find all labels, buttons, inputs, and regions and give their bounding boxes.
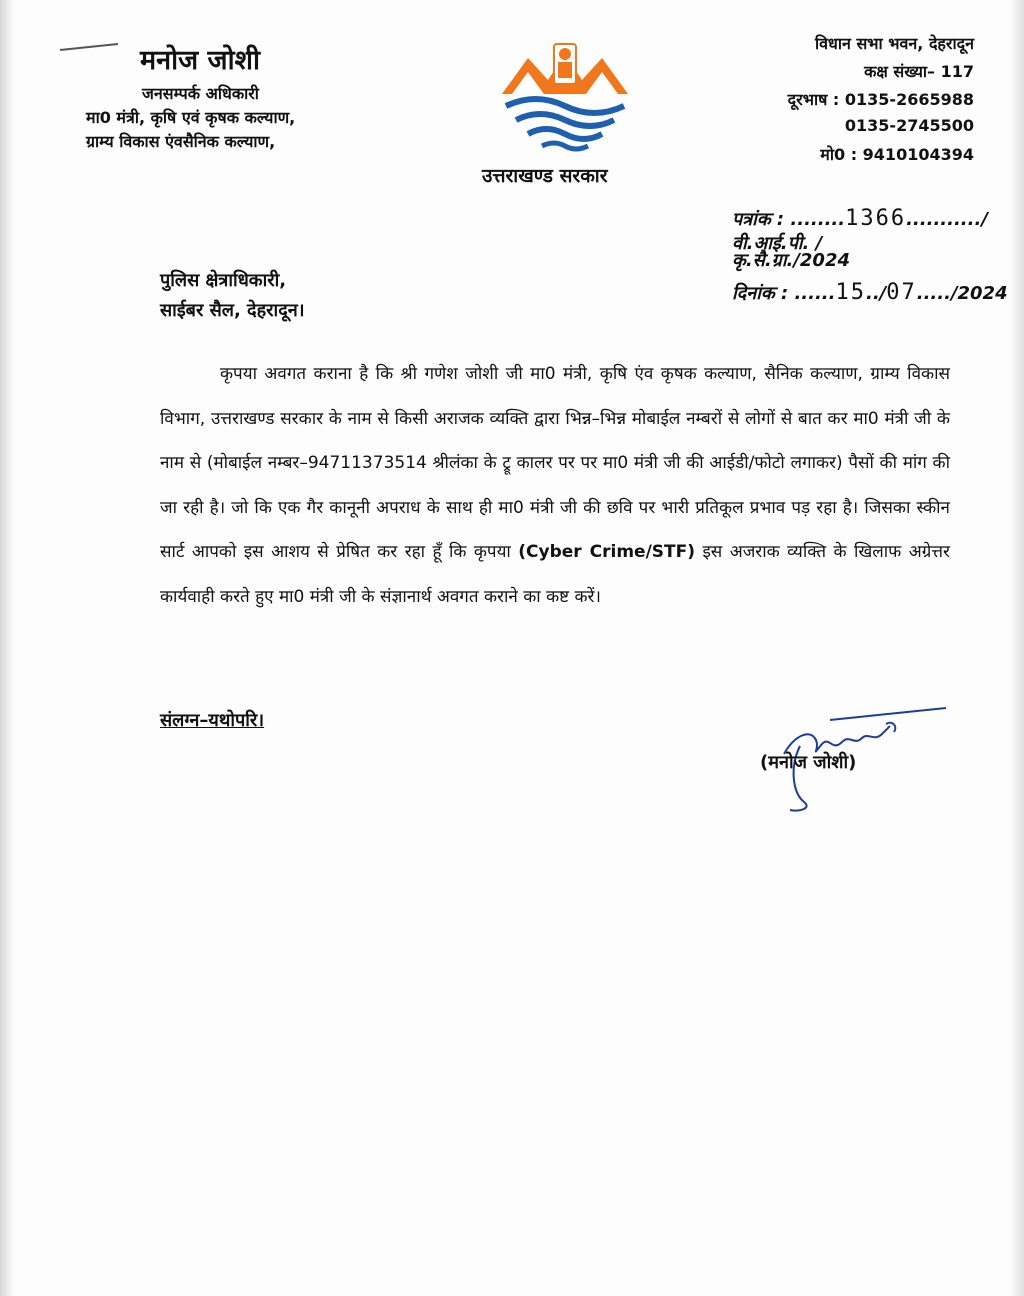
patrank-number: 1366 — [845, 206, 907, 231]
signatory-name: (मनोज जोशी) — [760, 752, 857, 773]
recipient-line2: साईबर सैल, देहरादून। — [160, 300, 305, 321]
page-edge-shadow-right — [1010, 0, 1024, 1296]
body-part1: कृपया अवगत कराना है कि श्री गणेश जोशी जी मा0 मंत्री, कृषि एंव कृषक कल्याण, सैनिक कल्याण, ग्राम्य विकास विभाग, उत्तराखण्ड सरकार के नाम से किसी अराजक व्यक्ति द्वारा भिन्न–भिन्न मोबाईल नम्बरों से लोगों से बात कर मा0 मंत्री जी के नाम से (मोबाईल नम्बर–94711373514 श्रीलंका के ट्रू कालर पर पर मा0 मंत्री जी की आईडी/फोटो लगाकर) पैसों की मांग की जा रही है। जो कि एक गैर कानूनी अपराध के साथ ही मा0 मंत्री जी की छवि पर भारी प्रतिकूल प्रभाव पड़ रहा है। जिसका स्कीन सार्ट आपको इस आशय से प्रेषित कर रहा हूँ कि कृपया — [160, 364, 950, 562]
sender-designation: जनसम्पर्क अधिकारी — [142, 84, 259, 103]
patrank-suffix: /वी.आई.पी. / — [732, 209, 988, 254]
pen-stroke-mark — [58, 42, 122, 52]
recipient-line1: पुलिस क्षेत्राधिकारी, — [160, 270, 287, 291]
page-edge-shadow-left — [0, 0, 14, 1296]
address-mobile: मो0 : 9410104394 — [820, 145, 974, 164]
address-phone2: 0135-2745500 — [844, 116, 974, 135]
enclosure-note: संलग्न–यथोपरि। — [160, 710, 265, 731]
date-year: /2024 — [950, 283, 1008, 304]
letter-date: दिनांक : ......15../07...../2024 — [732, 280, 1008, 305]
reference-number: पत्रांक : ........1366.........../वी.आई.पी. / — [732, 206, 988, 254]
body-part2: इस अजराक व्यक्ति के खिलाफ अग्रेत्तर कार्यवाही करते हुए मा0 मंत्री जी के संज्ञानार्थ अवगत कराने का कष्ट करें। — [160, 542, 950, 607]
date-month: 07 — [886, 280, 917, 305]
date-day: 15 — [835, 280, 866, 305]
department-code: कृ.सै.ग्रा./2024 — [732, 250, 850, 271]
body-highlight: (Cyber Crime/STF) — [518, 542, 695, 562]
sender-office-line1: मा0 मंत्री, कृषि एवं कृषक कल्याण, — [86, 108, 296, 127]
address-line: विधान सभा भवन, देहरादून — [815, 34, 974, 53]
government-caption: उत्तराखण्ड सरकार — [482, 165, 608, 187]
letter-body — [160, 352, 950, 619]
address-phone1: दूरभाष : 0135-2665988 — [787, 90, 974, 109]
uttarakhand-emblem-icon — [498, 36, 632, 154]
patrank-label: पत्रांक : — [732, 209, 785, 230]
date-label: दिनांक : — [732, 283, 789, 304]
sender-office-line2: ग्राम्य विकास एंवसैनिक कल्याण, — [86, 132, 276, 151]
sender-name: मनोज जोशी — [140, 45, 260, 76]
address-room: कक्ष संख्या– 117 — [864, 62, 974, 81]
